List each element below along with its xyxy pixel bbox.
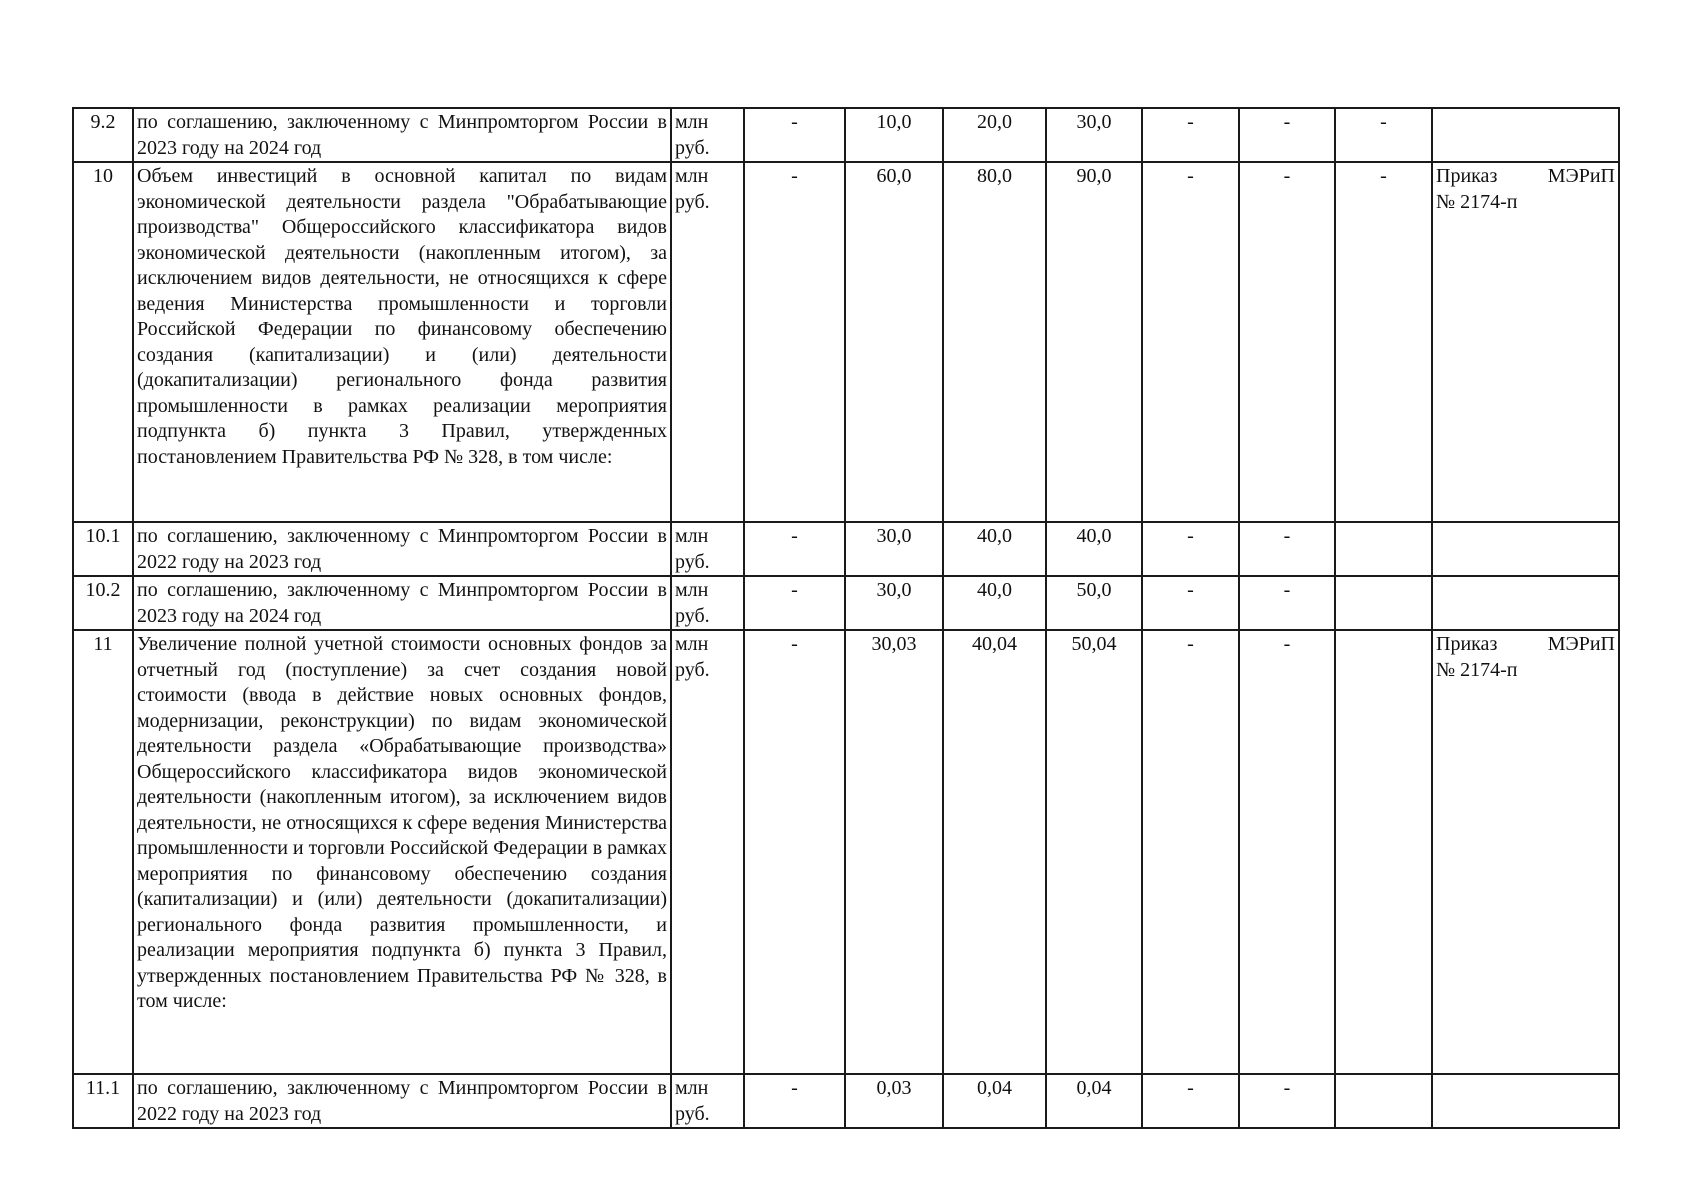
row-value-col7 (1335, 576, 1432, 630)
row-number: 11 (73, 630, 133, 1074)
row-description: по соглашению, заключенному с Минпромторгом России в 2023 году на 2024 год (133, 576, 671, 630)
row-value-col4: 90,0 (1046, 162, 1142, 522)
row-description: по соглашению, заключенному с Минпромторгом России в 2022 году на 2023 год (133, 522, 671, 576)
reference-line2: № 2174-п (1436, 658, 1518, 681)
row-value-col4: 30,0 (1046, 108, 1142, 162)
row-number: 10.2 (73, 576, 133, 630)
row-unit: млн руб. (671, 576, 744, 630)
row-value-col1: - (744, 1074, 845, 1128)
row-value-col7: - (1335, 108, 1432, 162)
row-number: 11.1 (73, 1074, 133, 1128)
row-value-col7 (1335, 522, 1432, 576)
row-value-col3: 40,04 (943, 630, 1046, 1074)
row-value-col6: - (1239, 1074, 1335, 1128)
table-row (73, 522, 1619, 576)
row-reference (1432, 630, 1619, 1074)
row-description: Объем инвестиций в основной капитал по видам экономической деятельности раздела "Обрабатывающие производства" Общероссийского классификатора видов экономической деятельности (накопленным итогом), за исключением видов деятельности, не относящихся к сфере ведения Министерства промышленности и торговли Российской Федерации по финансовому обеспечению создания (капитализации) и (или) деятельности (докапитализации) регионального фонда развития промышленности в рамках реализации мероприятия подпункта б) пункта 3 Правил, утвержденных постановлением Правительства РФ № 328, в том числе: (133, 162, 671, 522)
row-value-col2: 30,0 (845, 522, 943, 576)
row-value-col5: - (1142, 522, 1239, 576)
row-unit: млн руб. (671, 522, 744, 576)
row-reference (1432, 522, 1619, 576)
table-row (73, 576, 1619, 630)
row-value-col5: - (1142, 1074, 1239, 1128)
row-description: по соглашению, заключенному с Минпромторгом России в 2023 году на 2024 год (133, 108, 671, 162)
row-value-col6: - (1239, 522, 1335, 576)
row-value-col2: 30,03 (845, 630, 943, 1074)
table-row (73, 630, 1619, 1074)
row-number: 10 (73, 162, 133, 522)
row-reference (1432, 162, 1619, 522)
reference-line2: № 2174-п (1436, 190, 1518, 213)
row-value-col4: 50,0 (1046, 576, 1142, 630)
row-value-col1: - (744, 630, 845, 1074)
row-reference (1432, 108, 1619, 162)
row-value-col1: - (744, 108, 845, 162)
row-value-col3: 40,0 (943, 576, 1046, 630)
row-description: по соглашению, заключенному с Минпромторгом России в 2022 году на 2023 год (133, 1074, 671, 1128)
row-value-col6: - (1239, 108, 1335, 162)
row-unit: млн руб. (671, 1074, 744, 1128)
row-number: 9.2 (73, 108, 133, 162)
row-value-col7 (1335, 1074, 1432, 1128)
row-value-col2: 10,0 (845, 108, 943, 162)
row-description: Увеличение полной учетной стоимости основных фондов за отчетный год (поступление) за счет создания новой стоимости (ввода в действие новых основных фондов, модернизации, реконструкции) по видам экономической деятельности раздела «Обрабатывающие производства» Общероссийского классификатора видов экономической деятельности (накопленным итогом), за исключением видов деятельности, не относящихся к сфере ведения Министерства промышленности и торговли Российской Федерации в рамках мероприятия по финансовому обеспечению создания (капитализации) и (или) деятельности (докапитализации) регионального фонда развития промышленности, и реализации мероприятия подпункта б) пункта 3 Правил, утвержденных постановлением Правительства РФ № 328, в том числе: (133, 630, 671, 1074)
row-value-col5: - (1142, 630, 1239, 1074)
row-value-col4: 40,0 (1046, 522, 1142, 576)
table-row (73, 108, 1619, 162)
row-value-col7 (1335, 630, 1432, 1074)
table-row (73, 162, 1619, 522)
row-value-col5: - (1142, 162, 1239, 522)
row-unit: млн руб. (671, 108, 744, 162)
row-value-col3: 20,0 (943, 108, 1046, 162)
row-value-col3: 80,0 (943, 162, 1046, 522)
indicators-table (72, 107, 1620, 1129)
row-value-col2: 0,03 (845, 1074, 943, 1128)
table-row (73, 1074, 1619, 1128)
row-value-col5: - (1142, 576, 1239, 630)
row-unit: млн руб. (671, 162, 744, 522)
row-value-col2: 60,0 (845, 162, 943, 522)
row-value-col1: - (744, 162, 845, 522)
row-value-col4: 0,04 (1046, 1074, 1142, 1128)
row-value-col3: 40,0 (943, 522, 1046, 576)
row-reference (1432, 1074, 1619, 1128)
row-value-col6: - (1239, 576, 1335, 630)
row-reference (1432, 576, 1619, 630)
row-value-col6: - (1239, 162, 1335, 522)
row-number: 10.1 (73, 522, 133, 576)
row-value-col6: - (1239, 630, 1335, 1074)
row-value-col4: 50,04 (1046, 630, 1142, 1074)
row-unit: млн руб. (671, 630, 744, 1074)
row-value-col3: 0,04 (943, 1074, 1046, 1128)
reference-line1: Приказ МЭРиП (1436, 633, 1615, 655)
row-value-col1: - (744, 576, 845, 630)
row-value-col5: - (1142, 108, 1239, 162)
row-value-col1: - (744, 522, 845, 576)
row-value-col7: - (1335, 162, 1432, 522)
row-value-col2: 30,0 (845, 576, 943, 630)
reference-line1: Приказ МЭРиП (1436, 165, 1615, 187)
